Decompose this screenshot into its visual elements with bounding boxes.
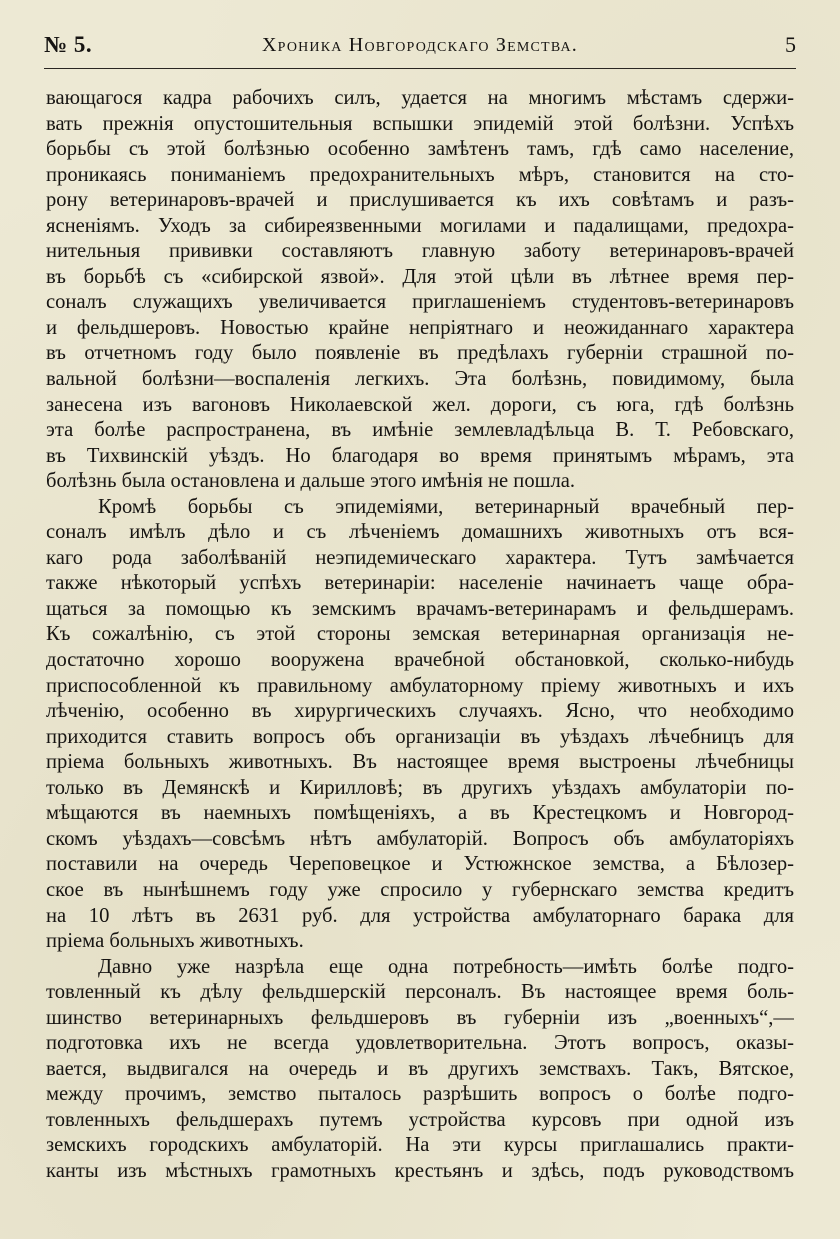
text-line: приспособленной къ правильному амбулаторному пріему животныхъ и ихъ — [46, 674, 794, 697]
page-number: 5 — [785, 32, 796, 57]
running-header — [44, 30, 796, 66]
text-line: Къ сожалѣнію, съ этой стороны земская ветеринарная организація не- — [46, 623, 794, 646]
text-line: ясненіямъ. Уходъ за сибиреязвенными могилами и падалищами, предохра- — [46, 214, 794, 237]
text-line: поставили на очередь Череповецкое и Устюжнское земства, а Бѣлозер- — [46, 853, 794, 876]
paragraph-start-line: Давно уже назрѣла еще одна потребность—имѣть болѣе подго- — [98, 955, 794, 978]
text-line: щаться за помощью къ земскимъ врачамъ-ветеринарамъ и фельдшерамъ. — [46, 597, 794, 620]
text-line: на 10 лѣтъ въ 2631 руб. для устройства амбулаторнаго барака для — [46, 904, 794, 927]
text-line: борьбы съ этой болѣзнью особенно замѣтенъ тамъ, гдѣ само население, — [46, 138, 794, 161]
text-line: товленныхъ фельдшерахъ путемъ устройства курсовъ при одной изъ — [46, 1108, 794, 1131]
text-line: мѣщаются въ наемныхъ помѣщеніяхъ, а въ Крестецкомъ и Новгород- — [46, 802, 794, 825]
text-line: вается, выдвигался на очередь и въ другихъ земствахъ. Такъ, Вятское, — [46, 1057, 794, 1080]
text-line: и фельдшеровъ. Новостью крайне непріятнаго и неожиданнаго характера — [46, 316, 794, 339]
text-line: въ борьбѣ съ «сибирской язвой». Для этой цѣли въ лѣтнее время пер- — [46, 265, 794, 288]
text-line: пріема больныхъ животныхъ. Въ настоящее время выстроены лѣчебницы — [46, 751, 794, 774]
text-line: вать прежнія опустошительныя вспышки эпидемій этой болѣзни. Успѣхъ — [46, 112, 794, 135]
body-text — [46, 86, 794, 1185]
text-line: шинство ветеринарныхъ фельдшеровъ въ губерніи изъ „военныхъ“,— — [46, 1006, 794, 1029]
text-line: въ Тихвинскій уѣздъ. Но благодаря во время принятымъ мѣрамъ, эта — [46, 444, 794, 467]
text-line: соналъ имѣлъ дѣло и съ лѣченіемъ домашнихъ животныхъ отъ вся- — [46, 521, 794, 544]
paragraph-end-line: болѣзнь была остановлена и дальше этого имѣнія не пошла. — [46, 470, 576, 493]
text-line: каго рода заболѣваній неэпидемическаго характера. Тутъ замѣчается — [46, 546, 794, 569]
text-line: соналъ служащихъ увеличивается приглашеніемъ студентовъ-ветеринаровъ — [46, 291, 794, 314]
text-line: приходится ставить вопросъ объ организаціи въ уѣздахъ лѣчебницъ для — [46, 725, 794, 748]
text-line: ское въ нынѣшнемъ году уже спросило у губернскаго земства кредитъ — [46, 878, 794, 901]
text-line: нительныя прививки составляютъ главную заботу ветеринаровъ-врачей — [46, 240, 794, 263]
header-rule — [44, 68, 796, 69]
text-line: земскихъ городскихъ амбулаторій. На эти курсы приглашались практи- — [46, 1134, 794, 1157]
text-line: также нѣкоторый успѣхъ ветеринаріи: населеніе начинаетъ чаще обра- — [46, 572, 794, 595]
issue-number: № 5. — [44, 32, 93, 57]
text-line: вальной болѣзни—воспаленія легкихъ. Эта болѣзнь, повидимому, была — [46, 368, 794, 391]
text-line: въ отчетномъ году было появленіе въ предѣлахъ губерніи страшной по- — [46, 342, 794, 365]
paragraph-end-line: пріема больныхъ животныхъ. — [46, 930, 304, 953]
text-line: эта болѣе распространена, въ имѣніе землевладѣльца В. Т. Ребовскаго, — [46, 419, 794, 442]
text-line: только въ Демянскѣ и Кирилловѣ; въ другихъ уѣздахъ амбулаторіи по- — [46, 776, 794, 799]
text-line: лѣченію, особенно въ хирургическихъ случаяхъ. Ясно, что необходимо — [46, 700, 794, 723]
text-line: занесена изъ вагоновъ Николаевской жел. дороги, съ юга, гдѣ болѣзнь — [46, 393, 794, 416]
text-line: достаточно хорошо вооружена врачебной обстановкой, сколько-нибудь — [46, 649, 794, 672]
text-line: скомъ уѣздахъ—совсѣмъ нѣтъ амбулаторій. Вопросъ объ амбулаторіяхъ — [46, 827, 794, 850]
text-line: между прочимъ, земство пыталось разрѣшить вопросъ о болѣе подго- — [46, 1083, 794, 1106]
text-line: товленный къ дѣлу фельдшерскій персоналъ. Въ настоящее время боль- — [46, 981, 794, 1004]
journal-title: Хроника Новгородскаго Земства. — [262, 34, 578, 56]
paragraph-start-line: Кромѣ борьбы съ эпидеміями, ветеринарный врачебный пер- — [98, 495, 794, 518]
text-line: канты изъ мѣстныхъ грамотныхъ крестьянъ и здѣсь, подъ руководствомъ — [46, 1159, 794, 1182]
text-line: проникаясь пониманіемъ предохранительныхъ мѣръ, становится на сто- — [46, 163, 794, 186]
text-line: подготовка ихъ не всегда удовлетворительна. Этотъ вопросъ, оказы- — [46, 1032, 794, 1055]
text-line: вающагося кадра рабочихъ силъ, удается на многимъ мѣстамъ сдержи- — [46, 87, 794, 109]
text-line: рону ветеринаровъ-врачей и прислушивается къ ихъ совѣтамъ и разъ- — [46, 189, 794, 212]
